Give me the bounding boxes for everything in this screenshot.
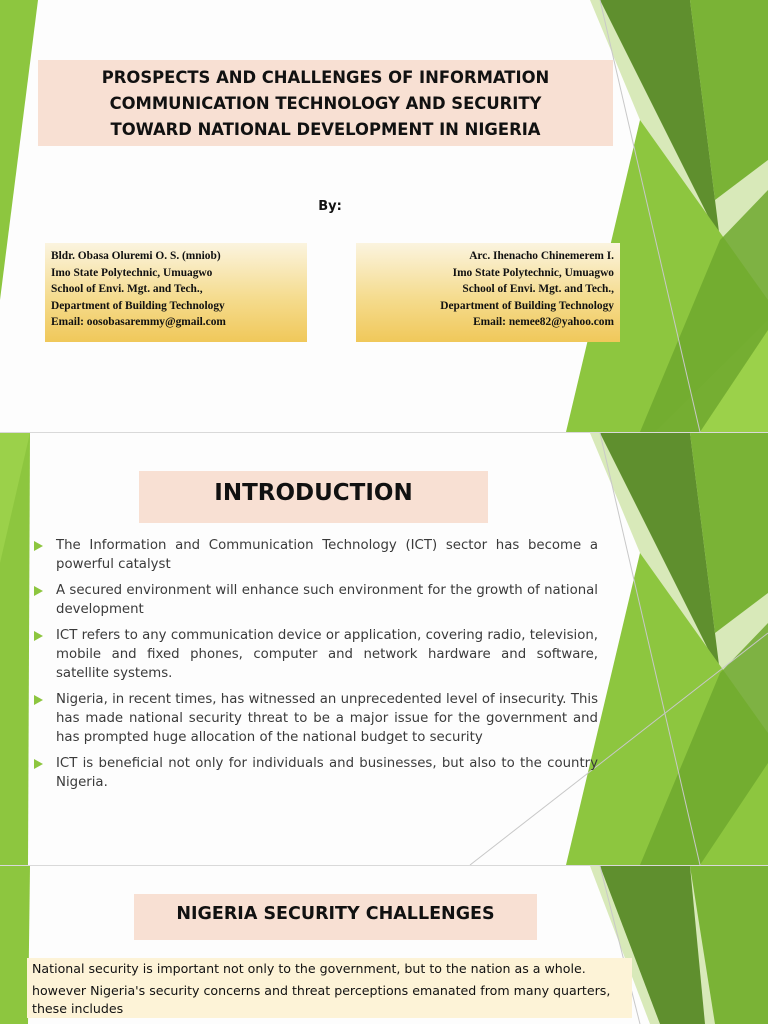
author-line: Arc. Ihenacho Chinemerem I.	[469, 250, 614, 262]
slide-title: INTRODUCTION	[214, 480, 413, 506]
arrow-bullet-icon	[34, 759, 43, 769]
author-line: Bldr. Obasa Oluremi O. S. (mniob)	[51, 250, 221, 262]
body-text: National security is important not only to the government, but to the nation as a whole.	[32, 961, 586, 976]
bullet-text: ICT refers to any communication device or application, covering radio, television, mobile and fixed phones, computer and network hardware and software, satellite systems.	[56, 628, 598, 681]
bullet-text: ICT is beneficial not only for individuals and businesses, but also to the country Nigeria.	[56, 756, 598, 790]
list-item	[34, 536, 598, 574]
slide-title-box	[38, 60, 613, 146]
arrow-bullet-icon	[34, 586, 43, 596]
arrow-bullet-icon	[34, 541, 43, 551]
author-card-right	[356, 243, 620, 342]
author-line: Imo State Polytechnic, Umuagwo	[452, 266, 614, 279]
author-line: Imo State Polytechnic, Umuagwo	[51, 266, 213, 279]
bullet-text: Nigeria, in recent times, has witnessed an unprecedented level of insecurity. This has made national security threat to be a major issue for the government and has prompted huge allocation of the national budget to security	[56, 692, 598, 745]
title-line: PROSPECTS AND CHALLENGES OF INFORMATION	[101, 68, 550, 87]
arrow-bullet-icon	[34, 631, 43, 641]
list-item	[34, 581, 598, 619]
bullet-text: A secured environment will enhance such environment for the growth of national development	[56, 583, 598, 617]
by-label: By:	[318, 199, 342, 214]
author-line: Email: oosobasaremmy@gmail.com	[51, 316, 226, 329]
list-item	[34, 626, 598, 683]
security-text-box	[27, 958, 632, 1018]
author-line: School of Envi. Mgt. and Tech.,	[462, 283, 614, 296]
slide-title-box	[134, 894, 537, 940]
bullet-list	[34, 536, 598, 799]
title-line: TOWARD NATIONAL DEVELOPMENT IN NIGERIA	[110, 120, 541, 139]
bullet-text: The Information and Communication Technology (ICT) sector has become a powerful catalyst	[56, 538, 598, 572]
arrow-bullet-icon	[34, 695, 43, 705]
author-line: Department of Building Technology	[440, 299, 614, 312]
title-line: COMMUNICATION TECHNOLOGY AND SECURITY	[109, 94, 542, 113]
slide-title	[0, 0, 768, 432]
list-item	[34, 690, 598, 747]
author-line: Department of Building Technology	[51, 299, 225, 312]
slide-title-box	[139, 471, 488, 523]
slide-title: NIGERIA SECURITY CHALLENGES	[176, 904, 495, 924]
body-text: however Nigeria's security concerns and threat perceptions emanated from many quarters, these includes	[32, 983, 611, 1016]
author-line: Email: nemee82@yahoo.com	[473, 316, 614, 329]
author-line: School of Envi. Mgt. and Tech.,	[51, 283, 203, 296]
author-card-left	[45, 243, 307, 342]
list-item	[34, 754, 598, 792]
